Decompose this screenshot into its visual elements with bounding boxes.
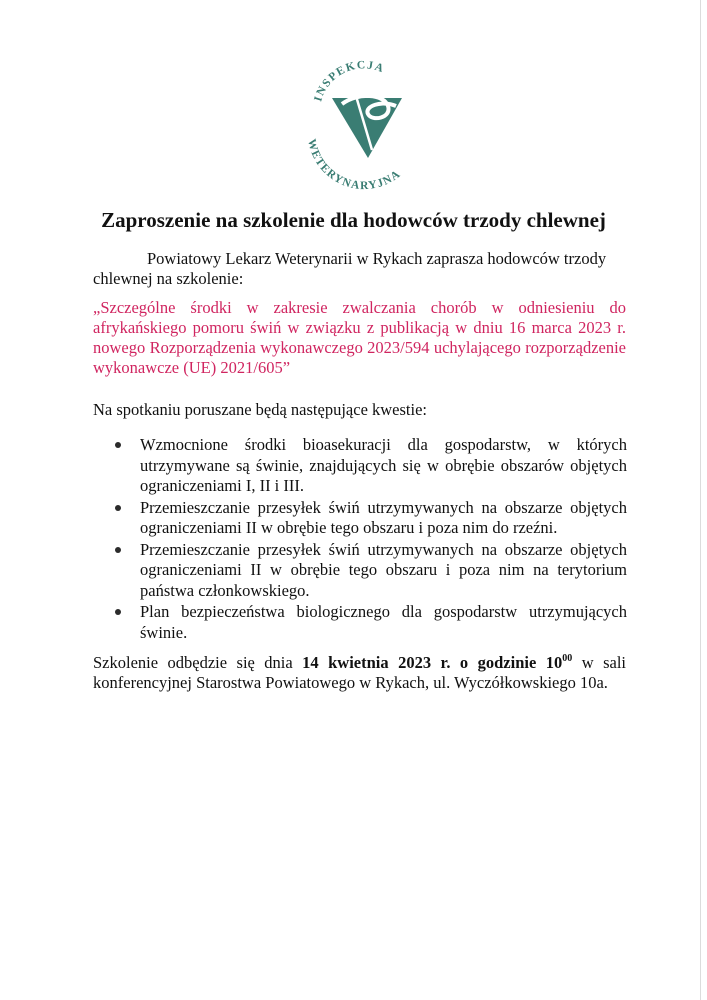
list-item: Plan bezpieczeństwa biologicznego dla gospodarstw utrzymujących świnie. [113, 602, 627, 643]
intro-line-1: Powiatowy Lekarz Weterynarii w Rykach zaprasza hodowców trzody [147, 249, 607, 268]
logo-top-text: INSPEKCJA [312, 59, 387, 103]
training-topic-quote: „Szczególne środki w zakresie zwalczania chorób w odniesieniu do afrykańskiego pomoru świń w związku z publikacją w dniu 16 marca 2023 r. nowego Rozporządzenia wykonawczego 2023/594 uchylającego rozporządzenie wykonawcze (UE) 2021/605” [93, 298, 626, 377]
intro-line-2: chlewnej na szkolenie: [93, 269, 244, 288]
logo-v-shape [332, 98, 402, 158]
bullet-icon [115, 505, 121, 511]
topics-list [113, 435, 627, 644]
list-item: Przemieszczanie przesyłek świń utrzymywanych na obszarze objętych ograniczeniami II w obrębie tego obszaru i poza nim na terytorium państwa członkowskiego. [113, 540, 627, 602]
list-item: Wzmocnione środki bioasekuracji dla gospodarstw, w których utrzymywane są świnie, znajdujących się w obrębie obszarów objętych ograniczeniami I, II i III. [113, 435, 627, 497]
intro-paragraph [93, 249, 626, 289]
topics-intro: Na spotkaniu poruszane będą następujące kwestie: [93, 400, 428, 419]
closing-paragraph: Szkolenie odbędzie się dnia 14 kwietnia 2023 r. o godzinie $10^{00}$ w sali konferencyjnej Starostwa Powiatowego w Rykach, ul. Wyczółkowskiego 10a. [93, 652, 626, 692]
bullet-icon [115, 547, 121, 553]
training-time: o godzinie $10^{00}$ [450, 652, 573, 672]
bullet-icon [115, 442, 121, 448]
training-date: 14 kwietnia 2023 r. [302, 653, 451, 672]
page-title: Zaproszenie na szkolenie dla hodowców trzody chlewnej [101, 208, 606, 232]
list-item: Przemieszczanie przesyłek świń utrzymywanych na obszarze objętych ograniczeniami II w obrębie tego obszaru i poza nim do rzeźni. [113, 498, 627, 539]
page-edge [700, 0, 701, 1000]
logo-bottom-text: WETERYNARYJNA [305, 137, 404, 190]
bullet-icon [115, 609, 121, 615]
svg-text:WETERYNARYJNA [305, 138, 403, 190]
inspekcja-weterynaryjna-logo [298, 50, 428, 190]
